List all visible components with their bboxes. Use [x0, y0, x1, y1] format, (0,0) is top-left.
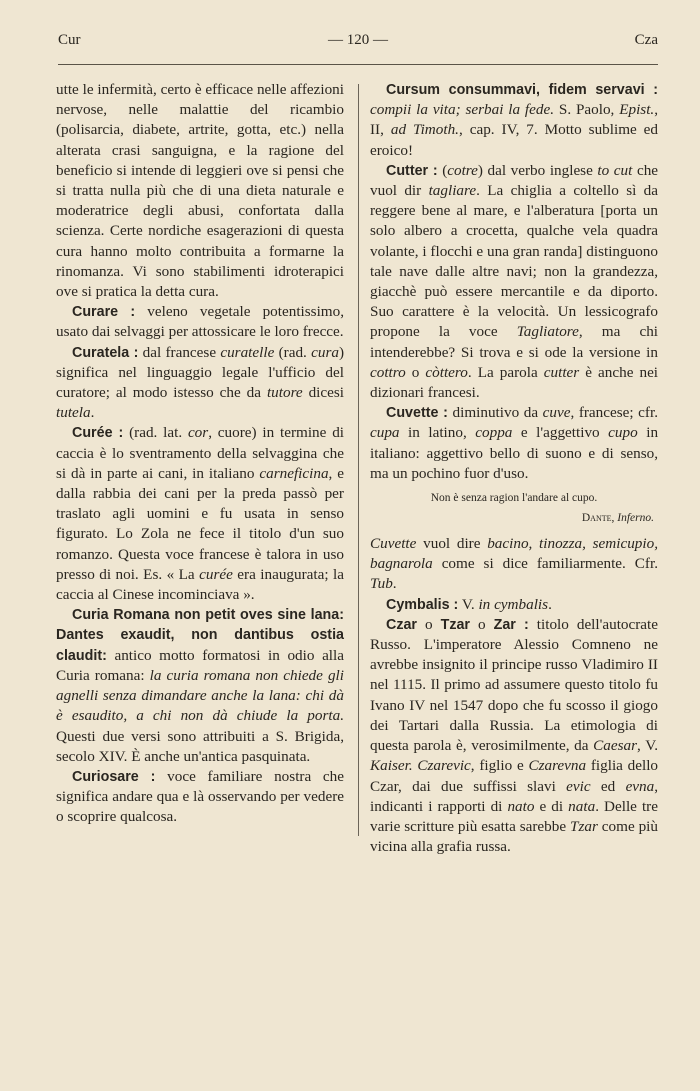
text: o [411, 363, 420, 381]
text: diminutivo da [452, 404, 539, 422]
column-divider [358, 84, 359, 836]
italic-term: cor [187, 424, 209, 442]
text: S. Paolo, [558, 101, 615, 119]
headword: Tzar [440, 616, 470, 633]
text: come più vicina alla grafia russa. [370, 817, 658, 856]
header-left-guide-word: Cur [58, 32, 81, 48]
text: o [425, 615, 433, 633]
italic-term: tagliare [428, 182, 477, 200]
italic-translation: la curia romana non chiede gli agnelli senza dimandare anche la lana: chi dà è esaudito, a chi non dà chiude la porta. [56, 666, 344, 725]
italic-term: cutter [543, 363, 580, 381]
italic-term: curée [199, 565, 233, 583]
entry-curatela [56, 343, 344, 424]
italic-term: ad Timoth. [390, 121, 459, 139]
italic-term: evna [625, 777, 655, 795]
header-right-guide-word: Cza [634, 32, 658, 48]
text: titolo dell'autocrate Russo. L'imperatore Alessio Comneno ne avrebbe insignito il principe russo Vladimiro II nel 1115. Il primo ad assumere questo titolo fu Ivano IV nel 1547 dopo che fu scosso il giogo dei Tartari dalla Russia. La etimologia di questa parola è, verosimilmente, da [370, 615, 659, 755]
entry-curia-romana [56, 605, 344, 767]
entry-cutter [370, 161, 658, 403]
headword: Cursum consummavi, fidem servavi : [386, 82, 658, 98]
text: è anche nei dizionari francesi. [370, 363, 659, 402]
text: . [548, 595, 552, 613]
headword: Cutter : [386, 162, 438, 179]
entry-curee [56, 423, 344, 605]
text: , indicanti i rapporti di [370, 777, 659, 815]
text: antico motto formatosi in odio alla Curia romana: [56, 646, 344, 684]
text: , ma chi intenderebbe? Si trova e si ode la versione in [370, 323, 659, 361]
italic-term: evic [566, 777, 591, 795]
text: , francese; cfr. [570, 404, 658, 422]
verse-quotation: Non è senza ragion l'andare al cupo. [430, 492, 598, 505]
headword: Czar [386, 616, 417, 633]
headword: Zar : [493, 616, 529, 633]
italic-term: cotre [447, 161, 478, 179]
text: . [90, 404, 95, 422]
header-rule [58, 64, 658, 65]
headword: Curatela : [72, 344, 139, 361]
italic-term: to cut [597, 161, 633, 179]
text: , II, [370, 101, 659, 139]
text: , cuore) in termine di caccia è lo sventramento della selvaggina che si dà in parte ai cani, in italiano [56, 424, 345, 482]
quote-author: Dante, [581, 512, 615, 525]
text: e di [539, 797, 564, 815]
text: V. [461, 595, 475, 613]
italic-term: Tagliatore [516, 323, 579, 341]
italic-term: cupo [608, 424, 638, 442]
text: , figlio e [470, 757, 524, 775]
text: vuol dire [423, 535, 481, 553]
text: (rad. [278, 343, 307, 361]
text: , cap. IV, 7. Motto sublime ed eroico! [370, 121, 659, 159]
italic-term: coppa [475, 424, 513, 442]
text: in italiano: aggettivo bello di suono e di senso, ma un pochino fuor d'uso. [370, 424, 659, 482]
headword: Curée : [72, 425, 124, 442]
text: , V. [637, 737, 659, 755]
headword: Cuvette : [386, 405, 448, 422]
text: dicesi [308, 384, 345, 402]
italic-term: tutela [56, 404, 91, 422]
text: . La parola [467, 363, 538, 381]
italic-term: Epist. [619, 101, 655, 119]
text: ) significa nel linguaggio legale l'ufficio del curatore; al modo istesso che da [56, 343, 345, 402]
text: figlia dello Czar, dai due suffissi slavi [370, 757, 659, 795]
entry-cuvette-continued [370, 534, 658, 595]
definition: veleno vegetale potentissimo, usato dai selvaggi per attossicare le loro frecce. [56, 303, 345, 341]
text: (rad. lat. [129, 424, 183, 442]
italic-term: Tzar [570, 817, 598, 835]
text: ) dal verbo inglese [477, 161, 593, 179]
italic-term: Czarevna [528, 757, 587, 775]
italic-term: nata [568, 797, 596, 815]
entry-cymbalis [370, 595, 658, 615]
italic-term: Kaiser. Czarevic [370, 757, 471, 775]
text: e l'aggettivo [520, 424, 600, 442]
italic-term: curatelle [220, 343, 275, 361]
text: . La chiglia a coltello sì da reggere bene al mare, e l'alberatura [porta un solo albero a crocetta, qualche vela quadra volante, i flocchi e una gran randa] distinguono tale nave dalle altre navi; non la grandezza, giacchè può essere mercantile e da diporto. Suo carattere è la velocità. Un lessicografo propone la voce [370, 182, 659, 341]
headword: Curiosare : [72, 768, 156, 785]
italic-translation: compii la vita; serbai la fede. [370, 101, 555, 119]
italic-term: Tub [370, 575, 393, 593]
italic-term: Cuvette [370, 535, 417, 553]
headword: Curare : [72, 304, 136, 321]
headword: Curia Romana non petit oves sine lana: Dantes exaudit, non dantibus ostia claudit: [56, 607, 344, 664]
italic-term: Caesar [593, 737, 638, 755]
italic-term: nato [507, 797, 535, 815]
entry-curare [56, 302, 344, 342]
italic-term: còttero [425, 363, 468, 381]
page-header [58, 32, 658, 56]
text: . [392, 575, 397, 593]
text: in latino, [408, 424, 467, 442]
quote-work: Inferno. [617, 512, 654, 525]
left-column [56, 80, 344, 828]
continued-paragraph: utte le infermità, certo è efficace nelle affezioni nervose, nelle malattie del ricambio (polisarcia, diabete, artrite, gotta, etc.) nella alterata crasi sanguigna, e la ragione del beneficio si intende di leggieri ove si pensi che si tratta nulla più che di una dieta naturale e moderatrice degli abusi, confortata dalla scienza. Certe nordiche esagerazioni di questa cura hanno molto contribuita a formarne la rinomanza. Vi sono stabilimenti idroterapici ove si pratica la detta cura. [56, 81, 344, 301]
italic-term: cura [311, 343, 339, 361]
entry-curiosare [56, 767, 344, 828]
text: ( [442, 161, 448, 179]
page-number: — 120 — [328, 32, 388, 48]
definition: voce familiare nostra che significa andare qua e là osservando per vedere o scoprire qualcosa. [56, 767, 345, 826]
entry-czar [370, 615, 658, 857]
italic-term: bacino, tinozza, semicupio, bagnarola [370, 535, 659, 573]
italic-term: cupa [370, 424, 400, 442]
text: dal francese [142, 343, 217, 361]
italic-term: cottro [370, 363, 406, 381]
entry-cursum [370, 80, 658, 161]
text: o [478, 615, 486, 633]
entry-cuvette [370, 403, 658, 484]
text: che vuol dir [370, 161, 659, 200]
italic-term: carneficina [259, 464, 329, 482]
text: come si dice familiarmente. Cfr. [441, 555, 658, 573]
text: ed [600, 777, 616, 795]
italic-term: cuve [542, 404, 571, 422]
text: . Delle tre varie scritture più esatta sarebbe [370, 797, 658, 835]
text: , e dalla rabbia dei cani per la preda passò per traslato agli uomini e fu usata in senso figurato. Lo Zola ne fece il titolo d'un suo romanzo. Questa voce francese è talora in uso presso di noi. Es. « La [56, 464, 344, 583]
italic-term: tutore [266, 384, 303, 402]
headword: Cymbalis : [386, 596, 459, 613]
text: Questi due versi sono attribuiti a S. Brigida, secolo XIV. È anche un'antica pasquinata. [56, 727, 344, 765]
text: era inaugurata; la caccia al Cinese incominciava ». [56, 565, 345, 604]
italic-term: in cymbalis [478, 595, 549, 613]
right-column [370, 80, 658, 857]
quotation-source [370, 510, 654, 526]
